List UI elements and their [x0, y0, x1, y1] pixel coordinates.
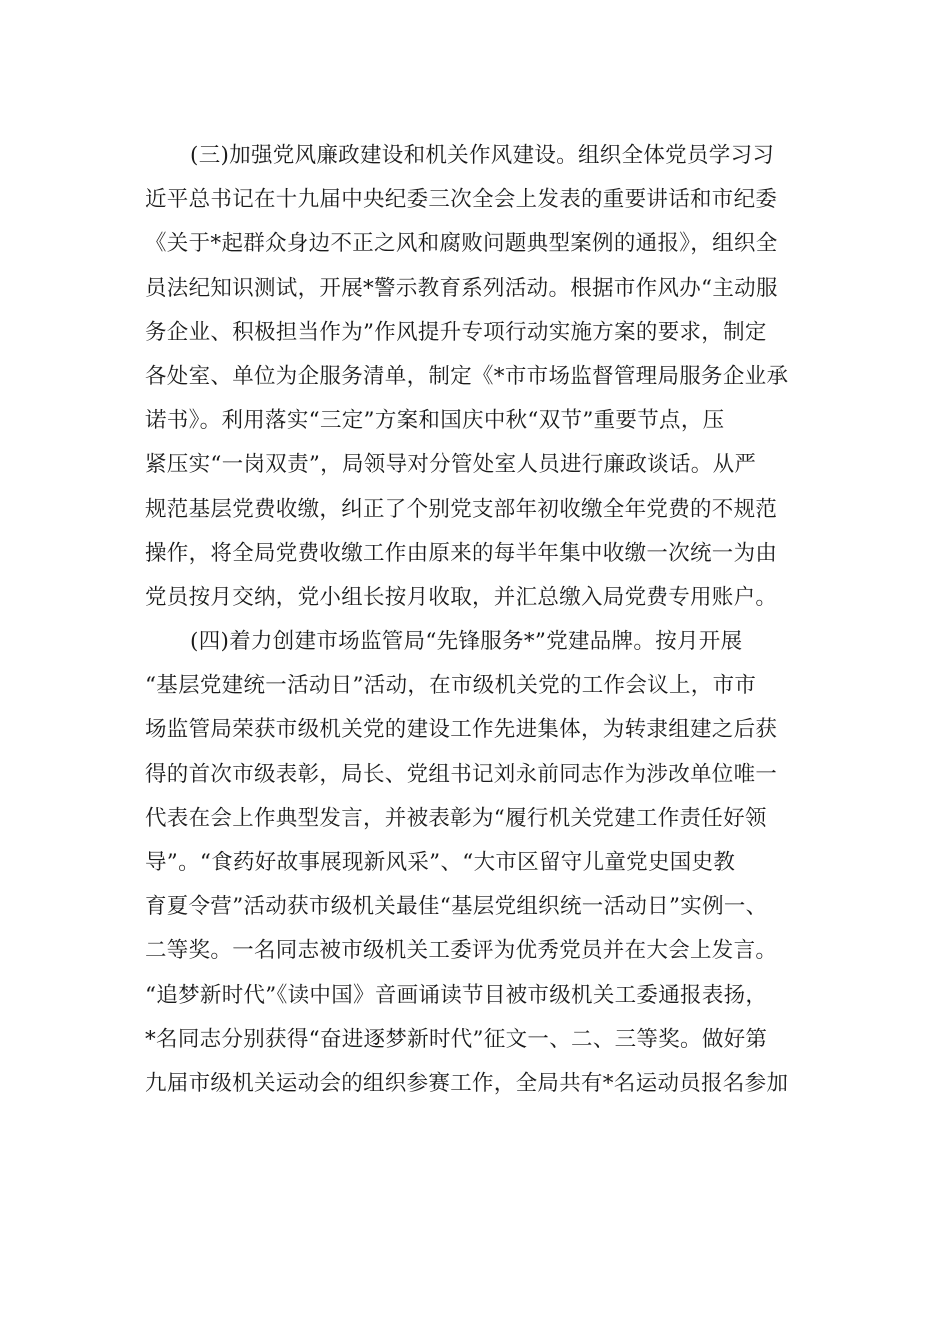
- paragraph-line: 场监管局荣获市级机关党的建设工作先进集体，为转隶组建之后获: [145, 717, 778, 743]
- paragraph-line: 代表在会上作典型发言，并被表彰为“履行机关党建工作责任好领: [145, 805, 767, 831]
- paragraph-line: 员法纪知识测试，开展*警示教育系列活动。根据市作风办“主动服: [145, 275, 778, 301]
- paragraph-line: 诺书》。利用落实“三定”方案和国庆中秋“双节”重要节点，压: [145, 408, 725, 434]
- paragraph-line: 得的首次市级表彰，局长、党组书记刘永前同志作为涉改单位唯一: [145, 761, 778, 787]
- paragraph-line: 《关于*起群众身边不正之风和腐败问题典型案例的通报》，组织全: [145, 231, 778, 257]
- paragraph-line: 各处室、单位为企服务清单，制定《*市市场监督管理局服务企业承: [145, 363, 789, 389]
- paragraph-line: *名同志分别获得“奋进逐梦新时代”征文一、二、三等奖。做好第: [145, 1026, 768, 1052]
- paragraph-line: 九届市级机关运动会的组织参赛工作，全局共有*名运动员报名参加: [145, 1070, 789, 1096]
- document-body: [145, 134, 805, 1106]
- paragraph-section-4: [145, 620, 805, 1106]
- paragraph-line: “基层党建统一活动日”活动，在市级机关党的工作会议上，市市: [145, 673, 757, 699]
- paragraph-line: 务企业、积极担当作为”作风提升专项行动实施方案的要求，制定: [145, 319, 767, 345]
- paragraph-line: 党员按月交纳，党小组长按月收取，并汇总缴入局党费专用账户。: [145, 584, 778, 610]
- paragraph-section-3: [145, 134, 805, 620]
- paragraph-line: “追梦新时代”《读中国》音画诵读节目被市级机关工委通报表扬，: [145, 982, 768, 1008]
- paragraph-line: (三)加强党风廉政建设和机关作风建设。组织全体党员学习习: [190, 143, 775, 168]
- paragraph-line: 近平总书记在十九届中央纪委三次全会上发表的重要讲话和市纪委: [145, 187, 778, 213]
- paragraph-line: 紧压实“一岗双责”，局领导对分管处室人员进行廉政谈话。从严: [145, 452, 757, 478]
- paragraph-line: 二等奖。一名同志被市级机关工委评为优秀党员并在大会上发言。: [145, 938, 778, 964]
- paragraph-line: 操作，将全局党费收缴工作由原来的每半年集中收缴一次统一为由: [145, 540, 778, 566]
- paragraph-line: 育夏令营”活动获市级机关最佳“基层党组织统一活动日”实例一、: [145, 894, 768, 920]
- paragraph-line: 规范基层党费收缴，纠正了个别党支部年初收缴全年党费的不规范: [145, 496, 778, 522]
- paragraph-line: 导”。“食药好故事展现新风采”、“大市区留守儿童党史国史教: [145, 850, 736, 875]
- paragraph-line: (四)着力创建市场监管局“先锋服务*”党建品牌。按月开展: [190, 629, 743, 655]
